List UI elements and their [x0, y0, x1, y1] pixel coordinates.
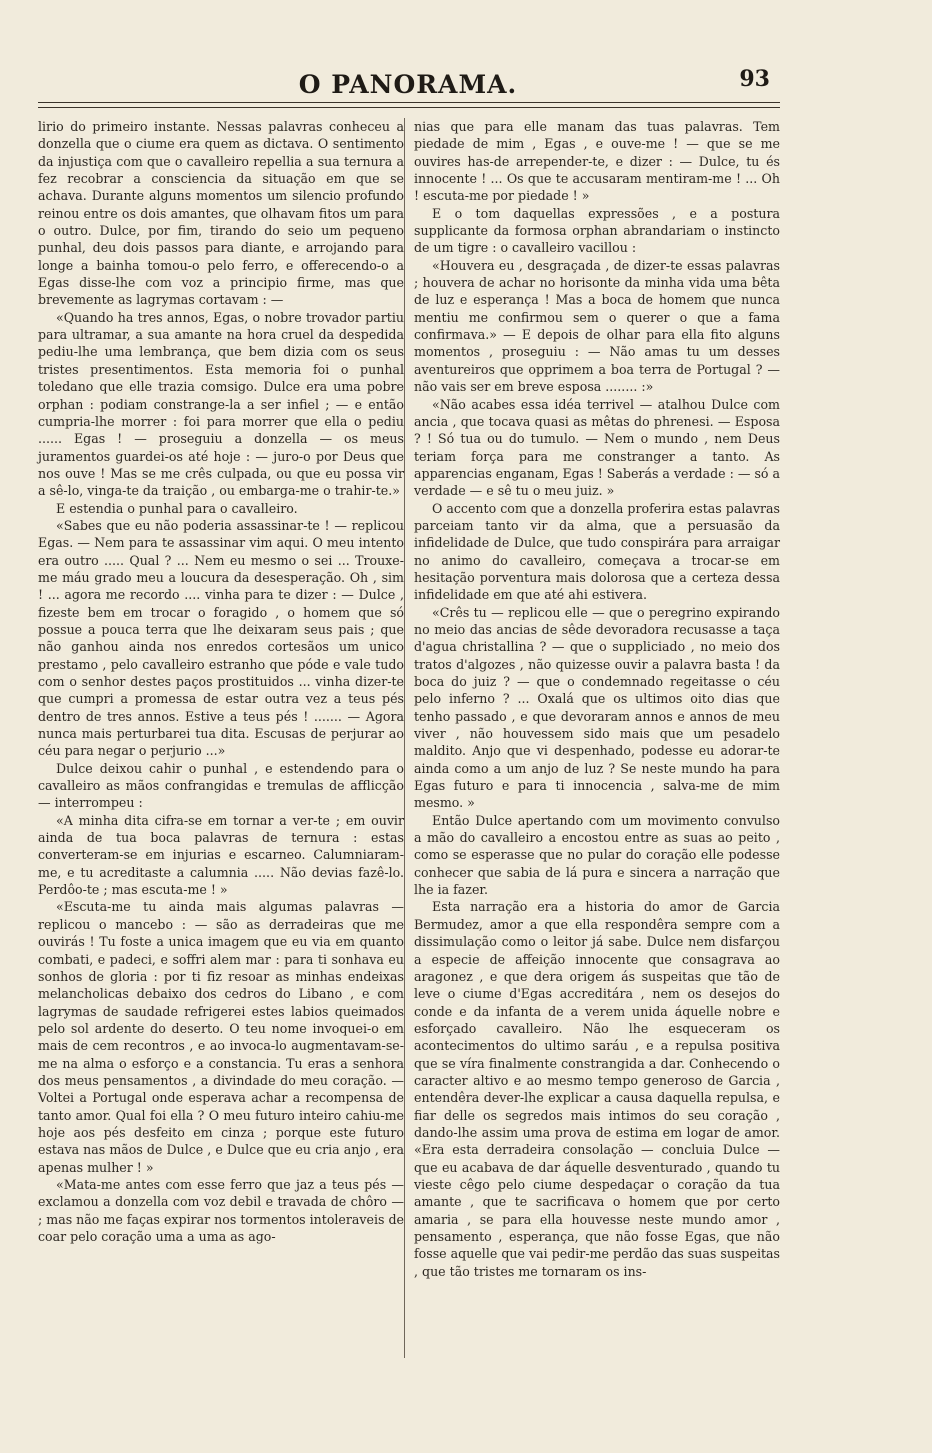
paragraph: E o tom daquellas expressões , e a postura supplicante da formosa orphan abrandariam o instincto de um tigre : o cavalleiro vacillou : [414, 205, 780, 256]
page-number: 93 [739, 66, 770, 92]
paragraph: Dulce deixou cahir o punhal , e estendendo para o cavalleiro as mãos confrangidas e tremulas de afflicção — interrompeu : [38, 760, 404, 811]
paragraph: Esta narração era a historia do amor de Garcia Bermudez, amor a que ella respondêra sempre com a dissimulação como o leitor já sabe. Dulce nem disfarçou a especie de affeição innocente que consagrava ao aragonez , e que dera origem ás suspeitas que tão de leve o ciume d'Egas accreditára , nem os desejos do conde e da infanta de a verem unida áquelle nobre e esforçado cavalleiro. Não lhe esqueceram os acontecimentos do ultimo saráu , e a repulsa positiva que se víra finalmente constrangida a dar. Conhecendo o caracter altivo e ao mesmo tempo generoso de Garcia , entendêra dever-lhe explicar a causa daquella repulsa, e fiar delle os segredos mais intimos do seu coração , dando-lhe assim uma prova de estima em logar de amor. «Era esta derradeira consolação — concluia Dulce — que eu acabava de dar áquelle desventurado , quando tu vieste cêgo pelo ciume despedaçar o coração da tua amante , que te sacrificava o homem que por certo amaria , se para ella houvesse neste mundo amor , pensamento , esperança, que não fosse Egas, que não fosse aquelle que vai pedir-me perdão das suas suspeitas , que tão tristes me tornaram os ins- [414, 899, 780, 1279]
paragraph: «Não acabes essa idéa terrivel — atalhou Dulce com ancia , que tocava quasi as mêtas do phrenesi. — Esposa ? ! Só tua ou do tumulo. — Nem o mundo , nem Deus teriam força para me constranger a tanto. As apparencias enganam, Egas ! Saberás a verdade : — só a verdade — e sê tu o meu juiz. » [414, 396, 781, 499]
page-header [38, 66, 778, 100]
masthead-title: O PANORAMA. [298, 70, 518, 99]
right-column [414, 118, 780, 1280]
paragraph: lirio do primeiro instante. Nessas palavras conheceu a donzella que o ciume era quem as dictava. O sentimento da injustiça com que o cavalleiro repellia a sua ternura a fez recobrar a consciencia da situação em que se achava. Durante alguns momentos um silencio profundo reinou entre os dois amantes, que olhavam fitos um para o outro. Dulce, por fim, tirando do seio um pequeno punhal, deu dois passos para diante, e arrojando para longe a bainha tomou-o pelo ferro, e offerecendo-o a Egas disse-lhe com voz a principio firme, mas que brevemente as lagrymas cortavam : — [38, 119, 404, 308]
paragraph: «Sabes que eu não poderia assassinar-te ! — replicou Egas. — Nem para te assassinar vim aqui. O meu intento era outro ..... Qual ? ... Nem eu mesmo o sei ... Trouxe-me máu grado meu a loucura da desesperação. Oh , sim ! ... agora me recordo .... vinha para te dizer : — Dulce , fizeste bem em trocar o foragido , o homem que só possue a pouca terra que lhe deixaram seus pais ; que não ganhou ainda nos enredos cortesãos um unico prestamo , pelo cavalleiro estranho que póde e vale tudo com o senhor destes paços prostituidos ... vinha dizer-te que cumpri a promessa de estar outra vez a teus pés dentro de tres annos. Estive a teus pés ! ....... — Agora nunca mais perturbarei tua dita. Escusas de perjurar ao céu para negar o perjurio ...» [38, 517, 404, 759]
paragraph: «Crês tu — replicou elle — que o peregrino expirando no meio das ancias de sêde devoradora recusasse a taça d'agua christallina ? — que o suppliciado , no meio dos tratos d'algozes , não quizesse ouvir a palavra basta ! da boca do juiz ? — que o condemnado regeitasse o céu pelo inferno ? ... Oxalá que os ultimos oito dias que tenho passado , e que devoraram annos e annos de meu viver , não houvessem sido mais que um pesadelo maldito. Anjo que vi despenhado, podesse eu adorar-te ainda como a um anjo de luz ? Se neste mundo ha para Egas futuro e para ti innocencia , salva-me de mim mesmo. » [414, 604, 780, 811]
paragraph: nias que para elle manam das tuas palavras. Tem piedade de mim , Egas , e ouve-me ! — que se me ouvires has-de arrepender-te, e dizer : — Dulce, tu és innocente ! ... Os que te accusaram mentiram-me ! ... Oh ! escuta-me por piedade ! » [414, 119, 780, 204]
paragraph: «A minha dita cifra-se em tornar a ver-te ; em ouvir ainda de tua boca palavras de ternura : estas converteram-se em injurias e escarneo. Calumniaram-me, e tu acreditaste a calumnia ..... Não devias fazê-lo. Perdôo-te ; mas escuta-me ! » [38, 812, 404, 898]
left-column [38, 118, 404, 1245]
paragraph: Então Dulce apertando com um movimento convulso a mão do cavalleiro a encostou entre as suas ao peito , como se esperasse que no pular do coração elle podesse conhecer que sabia de lá pura e sincera a narração que lhe ia fazer. [414, 812, 780, 898]
header-rule [38, 102, 780, 108]
column-divider [404, 118, 405, 1358]
paragraph: «Escuta-me tu ainda mais algumas palavras — replicou o mancebo : — são as derradeiras que me ouvirás ! Tu foste a unica imagem que eu via em quanto combati, e padeci, e soffri alem mar : para ti sonhava eu sonhos de gloria : por ti fiz resoar as minhas endeixas melancholicas debaixo dos cedros do Libano , e com lagrymas de saudade refrigerei estes labios queimados pelo sol ardente do deserto. O teu nome invoquei-o em mais de cem recontros , e ao invoca-lo augmentavam-se-me na alma o esforço e a constancia. Tu eras a senhora dos meus pensamentos , a divindade do meu coração. — Voltei a Portugal onde esperava achar a recompensa de tanto amor. Qual foi ella ? O meu futuro inteiro cahiu-me hoje aos pés desfeito em cinza ; porque este futuro estava nas mãos de Dulce , e Dulce que eu cria anjo , era apenas mulher ! » [38, 899, 404, 1175]
paragraph: «Quando ha tres annos, Egas, o nobre trovador partiu para ultramar, a sua amante na hora cruel da despedida pediu-lhe uma lembrança, que bem dizia com os seus tristes presentimentos. Esta memoria foi o punhal toledano que elle trazia comsigo. Dulce era uma pobre orphan : podiam constrange-la a ser infiel ; — e então cumpria-lhe morrer : foi para morrer que ella o pediu ...... Egas ! — proseguiu a donzella — os meus juramentos guardei-os até hoje : — juro-o por Deus que nos ouve ! Mas se me crês culpada, ou que eu possa vir a sê-lo, vinga-te da traição , ou embarga-me o trahir-te.» [38, 309, 404, 499]
paragraph: «Houvera eu , desgraçada , de dizer-te essas palavras ; houvera de achar no horisonte da minha vida uma bêta de luz e esperança ! Mas a boca de homem que nunca mentiu me confirmou sem o querer o que a fama confirmava.» — E depois de olhar para ella fito alguns momentos , proseguiu : — Não amas tu um desses aventureiros que opprimem a boa terra de Portugal ? — não vais ser em breve esposa ........ :» [414, 257, 780, 395]
paragraph: O accento com que a donzella proferira estas palavras parceiam tanto vir da alma, que a persuasão da infidelidade de Dulce, que tudo conspirára para arraigar no animo do cavalleiro, começava a trocar-se em hesitação porventura mais dolorosa que a certeza dessa infidelidade em que até ahi estivera. [414, 500, 780, 603]
paragraph: E estendia o punhal para o cavalleiro. [56, 500, 298, 516]
paragraph: «Mata-me antes com esse ferro que jaz a teus pés — exclamou a donzella com voz debil e travada de chôro — ; mas não me faças expirar nos tormentos intoleraveis de coar pelo coração uma a uma as ago- [38, 1176, 404, 1244]
